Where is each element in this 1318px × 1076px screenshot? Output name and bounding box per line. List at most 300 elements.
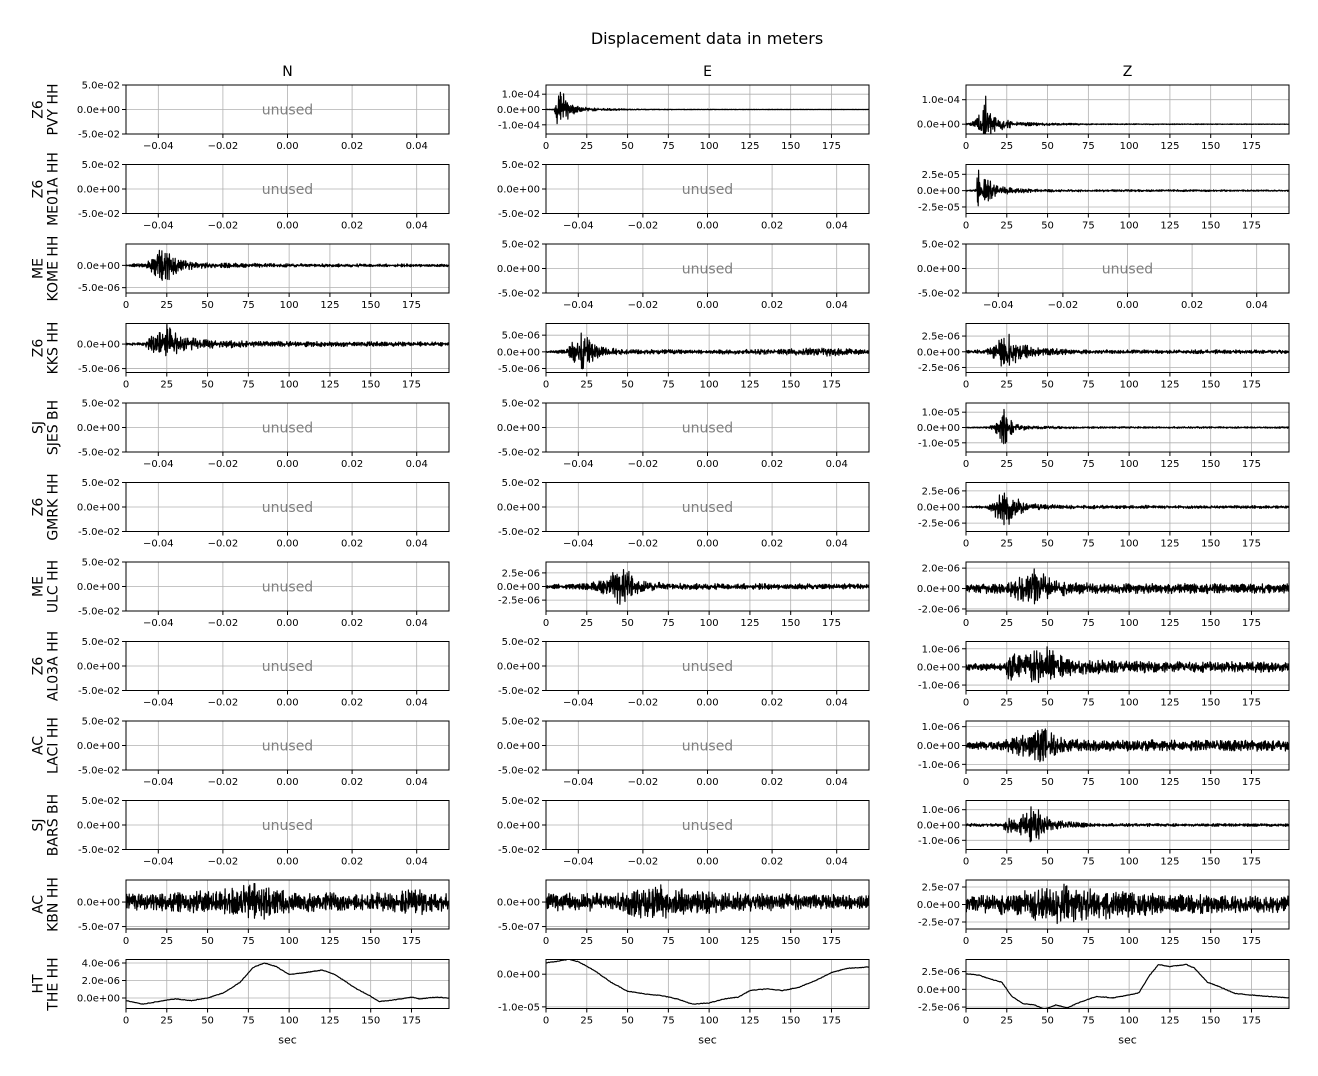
x-tick-label: 0.00 — [276, 538, 299, 550]
x-tick-label: 175 — [1241, 777, 1262, 788]
x-tick-label: 150 — [1201, 141, 1221, 152]
panel — [497, 637, 869, 709]
x-tick-label: 125 — [740, 1015, 760, 1027]
x-tick-label: 0.02 — [760, 459, 784, 470]
y-tick-label: 1.0e-06 — [921, 722, 960, 734]
x-tick-label: 75 — [1081, 697, 1095, 709]
station-label — [31, 322, 62, 375]
x-tick-label: 125 — [1160, 856, 1180, 868]
x-tick-label: 175 — [1241, 1015, 1262, 1027]
x-tick-label: 50 — [621, 1015, 634, 1027]
x-tick-label: 175 — [821, 1015, 842, 1027]
y-tick-label: 1.0e-06 — [921, 805, 960, 817]
x-tick-label: 0 — [122, 300, 130, 311]
y-tick-label: -2.5e-06 — [498, 595, 540, 607]
waveform-trace — [126, 250, 449, 280]
panel — [917, 85, 1289, 152]
x-tick-label: 25 — [160, 936, 174, 947]
panel — [497, 85, 869, 152]
station-label-line: Z6 — [30, 656, 47, 676]
x-tick-label: 150 — [781, 1015, 801, 1027]
y-tick-label: 4.0e-06 — [81, 958, 120, 970]
x-tick-label: 0 — [122, 379, 130, 391]
y-tick-label: -5.0e-02 — [498, 686, 540, 697]
x-tick-label: 175 — [1241, 220, 1262, 232]
x-tick-label: 75 — [1081, 459, 1095, 470]
x-tick-label: −0.02 — [207, 459, 239, 470]
panel-frame — [966, 165, 1289, 214]
y-tick-label: -1.0e-06 — [918, 835, 960, 847]
x-tick-label: 0 — [962, 618, 970, 629]
y-tick-label: 0.0e+00 — [496, 741, 540, 752]
x-tick-label: 100 — [1119, 936, 1139, 947]
station-label — [31, 631, 62, 701]
x-tick-label: 100 — [279, 936, 299, 947]
x-tick-label: 100 — [699, 1015, 719, 1027]
waveform-trace — [966, 729, 1289, 762]
waveform-trace — [966, 569, 1289, 604]
x-tick-label: 0 — [542, 936, 550, 947]
x-tick-label: 75 — [1081, 220, 1095, 232]
y-tick-label: 5.0e-02 — [501, 796, 540, 807]
x-tick-label: 0.04 — [825, 220, 848, 232]
x-tick-label: 75 — [1081, 379, 1095, 391]
panel — [497, 160, 869, 232]
y-tick-label: -5.0e-02 — [78, 606, 120, 618]
x-tick-label: 100 — [279, 300, 299, 311]
station-label — [31, 152, 62, 226]
x-axis-label: sec — [698, 1033, 717, 1047]
y-tick-label: -5.0e-07 — [78, 922, 120, 934]
y-tick-label: -5.0e-06 — [78, 364, 120, 376]
x-tick-label: 50 — [201, 300, 214, 311]
y-tick-label: 5.0e-02 — [81, 80, 120, 92]
x-tick-label: 100 — [1119, 697, 1139, 709]
x-tick-label: 50 — [621, 936, 634, 947]
station-label-line: ME01A HH — [45, 152, 62, 226]
y-tick-label: 0.0e+00 — [916, 741, 960, 752]
x-tick-label: 175 — [1241, 856, 1262, 868]
waveform-trace — [126, 325, 449, 356]
x-tick-label: 150 — [1201, 697, 1221, 709]
unused-label: unused — [681, 659, 734, 675]
figure-title: Displacement data in meters — [590, 29, 824, 48]
panel-frame — [966, 960, 1289, 1009]
x-tick-label: 75 — [241, 1015, 255, 1027]
unused-label: unused — [261, 182, 314, 198]
x-tick-label: 25 — [1000, 1015, 1014, 1027]
y-tick-label: 5.0e-02 — [921, 239, 960, 251]
y-tick-label: 5.0e-02 — [501, 716, 540, 728]
y-tick-label: 2.5e-07 — [921, 882, 960, 894]
x-tick-label: 125 — [320, 300, 340, 311]
x-tick-label: 75 — [1081, 141, 1095, 152]
x-tick-label: 100 — [1119, 618, 1139, 629]
y-tick-label: -5.0e-02 — [498, 288, 540, 300]
x-tick-label: −0.04 — [142, 618, 174, 629]
y-tick-label: 0.0e+00 — [76, 993, 120, 1005]
x-tick-label: 150 — [1201, 936, 1221, 947]
x-tick-label: 150 — [1201, 856, 1221, 868]
x-tick-label: 100 — [1119, 1015, 1139, 1027]
x-tick-label: 50 — [1041, 379, 1054, 391]
panel — [917, 483, 1289, 550]
station-label-line: Z6 — [30, 100, 47, 119]
x-tick-label: 100 — [1119, 777, 1139, 788]
y-tick-label: -2.5e-06 — [918, 1002, 960, 1014]
x-tick-label: 50 — [201, 379, 214, 391]
panel — [77, 880, 449, 947]
y-tick-label: 0.0e+00 — [496, 820, 540, 832]
x-tick-label: 125 — [740, 936, 760, 947]
x-tick-label: −0.04 — [562, 538, 594, 550]
x-tick-label: −0.04 — [562, 300, 594, 311]
panel-frame — [126, 960, 449, 1009]
x-tick-label: 50 — [201, 1015, 214, 1027]
y-tick-label: 5.0e-02 — [81, 478, 120, 489]
waveform-trace — [966, 964, 1289, 1009]
y-tick-label: -5.0e-02 — [498, 765, 540, 777]
x-tick-label: −0.02 — [627, 777, 659, 788]
x-tick-label: −0.02 — [627, 300, 659, 311]
x-tick-label: 0 — [962, 856, 970, 868]
x-tick-label: 125 — [320, 936, 340, 947]
panel-grid — [31, 81, 1289, 1047]
y-tick-label: 5.0e-02 — [501, 637, 540, 648]
station-label — [31, 560, 62, 613]
y-tick-label: 0.0e+00 — [76, 820, 120, 832]
x-tick-label: −0.04 — [562, 459, 594, 470]
x-tick-label: 75 — [1081, 538, 1095, 550]
panel — [917, 801, 1289, 868]
unused-label: unused — [681, 182, 734, 198]
x-tick-label: 0.00 — [276, 459, 299, 470]
x-tick-label: 175 — [1241, 936, 1262, 947]
panel — [77, 959, 449, 1047]
y-tick-label: -2.5e-06 — [918, 362, 960, 374]
x-tick-label: 0.00 — [276, 141, 299, 152]
panel — [77, 160, 449, 232]
x-tick-label: 0.00 — [696, 856, 719, 868]
x-tick-label: 125 — [1160, 936, 1180, 947]
x-tick-label: 75 — [241, 300, 255, 311]
panel — [497, 478, 869, 550]
x-tick-label: 75 — [661, 1015, 675, 1027]
y-tick-label: 0.0e+00 — [76, 661, 120, 673]
y-tick-label: -5.0e-02 — [498, 845, 540, 856]
x-tick-label: 100 — [1119, 141, 1139, 152]
x-tick-label: −0.02 — [627, 697, 659, 709]
waveform-trace — [966, 884, 1289, 923]
station-label-line: KOME HH — [45, 235, 62, 302]
panel-frame — [546, 960, 869, 1009]
y-tick-label: 0.0e+00 — [496, 661, 540, 673]
x-tick-label: 25 — [160, 300, 174, 311]
y-tick-label: 0.0e+00 — [916, 584, 960, 596]
x-tick-label: 175 — [1241, 538, 1262, 550]
station-label — [31, 717, 62, 774]
y-tick-label: 5.0e-02 — [81, 716, 120, 728]
x-tick-label: 50 — [1041, 777, 1054, 788]
x-tick-label: 175 — [1241, 379, 1262, 391]
x-tick-label: 25 — [1000, 618, 1014, 629]
x-tick-label: 0.02 — [340, 141, 364, 152]
y-tick-label: 0.0e+00 — [76, 260, 120, 272]
x-tick-label: 100 — [1119, 538, 1139, 550]
x-tick-label: 125 — [320, 379, 340, 391]
x-tick-label: 0.04 — [405, 697, 428, 709]
y-tick-label: 5.0e-06 — [501, 330, 540, 342]
waveform-trace — [966, 96, 1289, 147]
x-tick-label: 50 — [1041, 459, 1054, 470]
x-tick-label: 25 — [580, 936, 594, 947]
station-label-line: SJES BH — [45, 399, 62, 456]
x-tick-label: 25 — [580, 379, 594, 391]
y-tick-label: 0.0e+00 — [496, 423, 540, 434]
column-title: Z — [1122, 64, 1133, 80]
x-tick-label: 0.04 — [825, 856, 848, 868]
y-tick-label: 1.0e-06 — [921, 644, 960, 656]
panel — [77, 244, 449, 311]
y-tick-label: 0.0e+00 — [76, 105, 120, 116]
y-tick-label: 5.0e-02 — [501, 398, 540, 410]
x-axis-label: sec — [1118, 1033, 1137, 1047]
x-tick-label: 150 — [1201, 459, 1221, 470]
y-tick-label: 0.0e+00 — [916, 264, 960, 275]
y-tick-label: -1.0e-06 — [918, 680, 960, 692]
x-tick-label: 0.00 — [276, 777, 299, 788]
waveform-trace — [966, 807, 1289, 842]
x-tick-label: 125 — [320, 1015, 340, 1027]
station-label-line: AC — [30, 894, 47, 915]
x-tick-label: 0.04 — [825, 459, 848, 470]
x-tick-label: 0.00 — [696, 777, 719, 788]
x-tick-label: 0.04 — [405, 141, 428, 152]
x-tick-label: 125 — [1160, 220, 1180, 232]
station-label-line: PVY HH — [45, 83, 62, 136]
station-label-line: BARS BH — [45, 793, 62, 857]
station-label-line: LACI HH — [45, 717, 62, 774]
y-tick-label: 0.0e+00 — [916, 347, 960, 359]
x-tick-label: 150 — [361, 379, 381, 391]
x-tick-label: 50 — [621, 618, 634, 629]
x-tick-label: 25 — [1000, 459, 1014, 470]
x-tick-label: −0.04 — [982, 300, 1014, 311]
y-tick-label: 0.0e+00 — [496, 897, 540, 909]
y-tick-label: 1.0e-04 — [501, 89, 540, 101]
x-tick-label: 0.04 — [825, 777, 848, 788]
station-label-line: KBN HH — [45, 877, 62, 932]
x-tick-label: 175 — [401, 379, 422, 391]
x-tick-label: 125 — [1160, 459, 1180, 470]
x-tick-label: 0.00 — [276, 697, 299, 709]
station-label-line: ULC HH — [45, 559, 62, 614]
waveform-trace — [546, 959, 869, 1004]
station-label-line: SJ — [30, 818, 47, 832]
x-tick-label: 175 — [1241, 618, 1262, 629]
panel — [917, 880, 1289, 947]
y-tick-label: -5.0e-02 — [918, 288, 960, 300]
x-tick-label: 75 — [661, 379, 675, 391]
y-tick-label: 0.0e+00 — [916, 900, 960, 911]
x-tick-label: 0 — [962, 936, 970, 947]
x-tick-label: 0.00 — [696, 538, 719, 550]
y-tick-label: 1.0e-05 — [921, 407, 960, 419]
x-tick-label: 0.00 — [696, 459, 719, 470]
panel — [917, 562, 1289, 629]
unused-label: unused — [261, 818, 314, 834]
x-tick-label: 25 — [1000, 697, 1014, 709]
x-tick-label: −0.02 — [207, 220, 239, 232]
x-tick-label: 0.04 — [405, 538, 428, 550]
x-tick-label: 150 — [361, 300, 381, 311]
x-tick-label: 0.00 — [276, 856, 299, 868]
x-tick-label: 75 — [1081, 936, 1095, 947]
x-tick-label: 150 — [361, 1015, 381, 1027]
y-tick-label: 0.0e+00 — [916, 662, 960, 674]
x-tick-label: 25 — [1000, 141, 1014, 152]
x-tick-label: 0.02 — [340, 777, 364, 788]
waveform-trace — [966, 334, 1289, 366]
y-tick-label: 2.5e-06 — [501, 568, 540, 580]
y-tick-label: 5.0e-02 — [81, 160, 120, 171]
x-tick-label: 50 — [1041, 618, 1054, 629]
x-tick-label: −0.02 — [207, 538, 239, 550]
x-tick-label: −0.04 — [142, 538, 174, 550]
x-tick-label: 0.02 — [760, 697, 784, 709]
x-tick-label: 100 — [699, 936, 719, 947]
panel — [497, 240, 869, 312]
x-tick-label: 25 — [1000, 856, 1014, 868]
y-tick-label: 0.0e+00 — [76, 582, 120, 593]
x-tick-label: 175 — [821, 618, 842, 629]
panel — [77, 637, 449, 709]
x-tick-label: 150 — [781, 618, 801, 629]
panel — [497, 880, 869, 947]
panel — [77, 717, 449, 789]
y-tick-label: 0.0e+00 — [76, 184, 120, 196]
station-label — [31, 236, 62, 302]
x-tick-label: 0.04 — [405, 618, 428, 629]
y-tick-label: -5.0e-02 — [498, 527, 540, 538]
waveform-trace — [546, 885, 869, 918]
unused-label: unused — [681, 738, 734, 755]
x-tick-label: 0.02 — [760, 777, 784, 788]
y-tick-label: 0.0e+00 — [916, 423, 960, 434]
y-tick-label: 2.5e-05 — [921, 169, 960, 181]
station-label-line: THE HH — [45, 957, 62, 1011]
x-tick-label: 50 — [1041, 856, 1054, 868]
y-tick-label: 2.5e-06 — [921, 331, 960, 343]
panel — [917, 324, 1289, 391]
y-tick-label: -1.0e-05 — [918, 438, 960, 450]
y-tick-label: -1.0e-05 — [498, 1002, 540, 1014]
x-tick-label: 25 — [1000, 379, 1014, 391]
x-tick-label: 75 — [1081, 618, 1095, 629]
x-tick-label: −0.04 — [142, 697, 174, 709]
x-tick-label: 150 — [1201, 379, 1221, 391]
x-tick-label: 175 — [401, 936, 422, 947]
x-tick-label: 50 — [201, 936, 214, 947]
x-tick-label: 0.00 — [696, 300, 719, 311]
x-tick-label: 50 — [1041, 936, 1054, 947]
x-tick-label: 125 — [1160, 538, 1180, 550]
unused-label: unused — [261, 659, 314, 675]
x-tick-label: 0 — [542, 1015, 550, 1027]
column-titles — [282, 64, 1132, 80]
x-tick-label: 50 — [621, 379, 634, 391]
x-tick-label: 75 — [1081, 1015, 1095, 1027]
x-tick-label: 0.04 — [405, 777, 428, 788]
y-tick-label: 0.0e+00 — [916, 186, 960, 198]
station-label-line: Z6 — [30, 338, 47, 358]
waveform-trace — [966, 170, 1289, 206]
y-tick-label: -5.0e-02 — [78, 129, 120, 141]
y-tick-label: -2.5e-06 — [918, 518, 960, 530]
station-label — [31, 83, 62, 135]
x-tick-label: −0.02 — [627, 856, 659, 868]
x-tick-label: 0.04 — [1245, 300, 1268, 311]
x-tick-label: −0.02 — [207, 777, 239, 788]
y-tick-label: -1.0e-04 — [498, 120, 540, 132]
y-tick-label: 5.0e-02 — [501, 239, 540, 251]
x-tick-label: 25 — [580, 1015, 594, 1027]
x-tick-label: 0.02 — [340, 220, 364, 232]
x-tick-label: 0.00 — [696, 220, 719, 232]
y-tick-label: 5.0e-02 — [81, 398, 120, 410]
waveform-trace — [966, 410, 1289, 444]
station-label-line: Z6 — [30, 179, 47, 199]
y-tick-label: 5.0e-02 — [81, 796, 120, 807]
waveform-trace — [126, 884, 449, 920]
x-tick-label: 25 — [160, 379, 174, 391]
x-tick-label: −0.04 — [142, 777, 174, 788]
x-tick-label: 0.04 — [405, 459, 428, 470]
x-tick-label: 0.00 — [1116, 300, 1139, 311]
x-tick-label: −0.02 — [627, 459, 659, 470]
y-tick-label: 0.0e+00 — [76, 339, 120, 351]
waveform-trace — [966, 647, 1289, 683]
x-tick-label: 75 — [241, 936, 255, 947]
panel — [77, 324, 449, 391]
x-tick-label: 150 — [1201, 220, 1221, 232]
x-tick-label: 0.02 — [1180, 300, 1204, 311]
x-tick-label: 150 — [781, 936, 801, 947]
x-tick-label: 175 — [1241, 697, 1262, 709]
y-tick-label: -5.0e-02 — [78, 527, 120, 538]
unused-label: unused — [1101, 261, 1154, 278]
x-tick-label: 150 — [1201, 1015, 1221, 1027]
x-tick-label: −0.04 — [142, 856, 174, 868]
x-tick-label: 75 — [1081, 856, 1095, 868]
panel — [497, 562, 869, 629]
x-tick-label: 0 — [962, 777, 970, 788]
y-tick-label: -5.0e-06 — [78, 283, 120, 295]
station-label-line: ME — [30, 258, 47, 279]
x-tick-label: 175 — [1241, 459, 1262, 470]
x-tick-label: −0.04 — [562, 697, 594, 709]
y-tick-label: 0.0e+00 — [916, 820, 960, 832]
x-tick-label: −0.04 — [562, 856, 594, 868]
y-tick-label: 5.0e-02 — [501, 478, 540, 489]
x-tick-label: 100 — [1119, 220, 1139, 232]
panel — [917, 960, 1289, 1047]
x-tick-label: 125 — [1160, 777, 1180, 788]
y-tick-label: 0.0e+00 — [496, 502, 540, 514]
x-tick-label: 25 — [1000, 936, 1014, 947]
x-tick-label: 0 — [542, 379, 550, 391]
x-tick-label: −0.02 — [627, 538, 659, 550]
